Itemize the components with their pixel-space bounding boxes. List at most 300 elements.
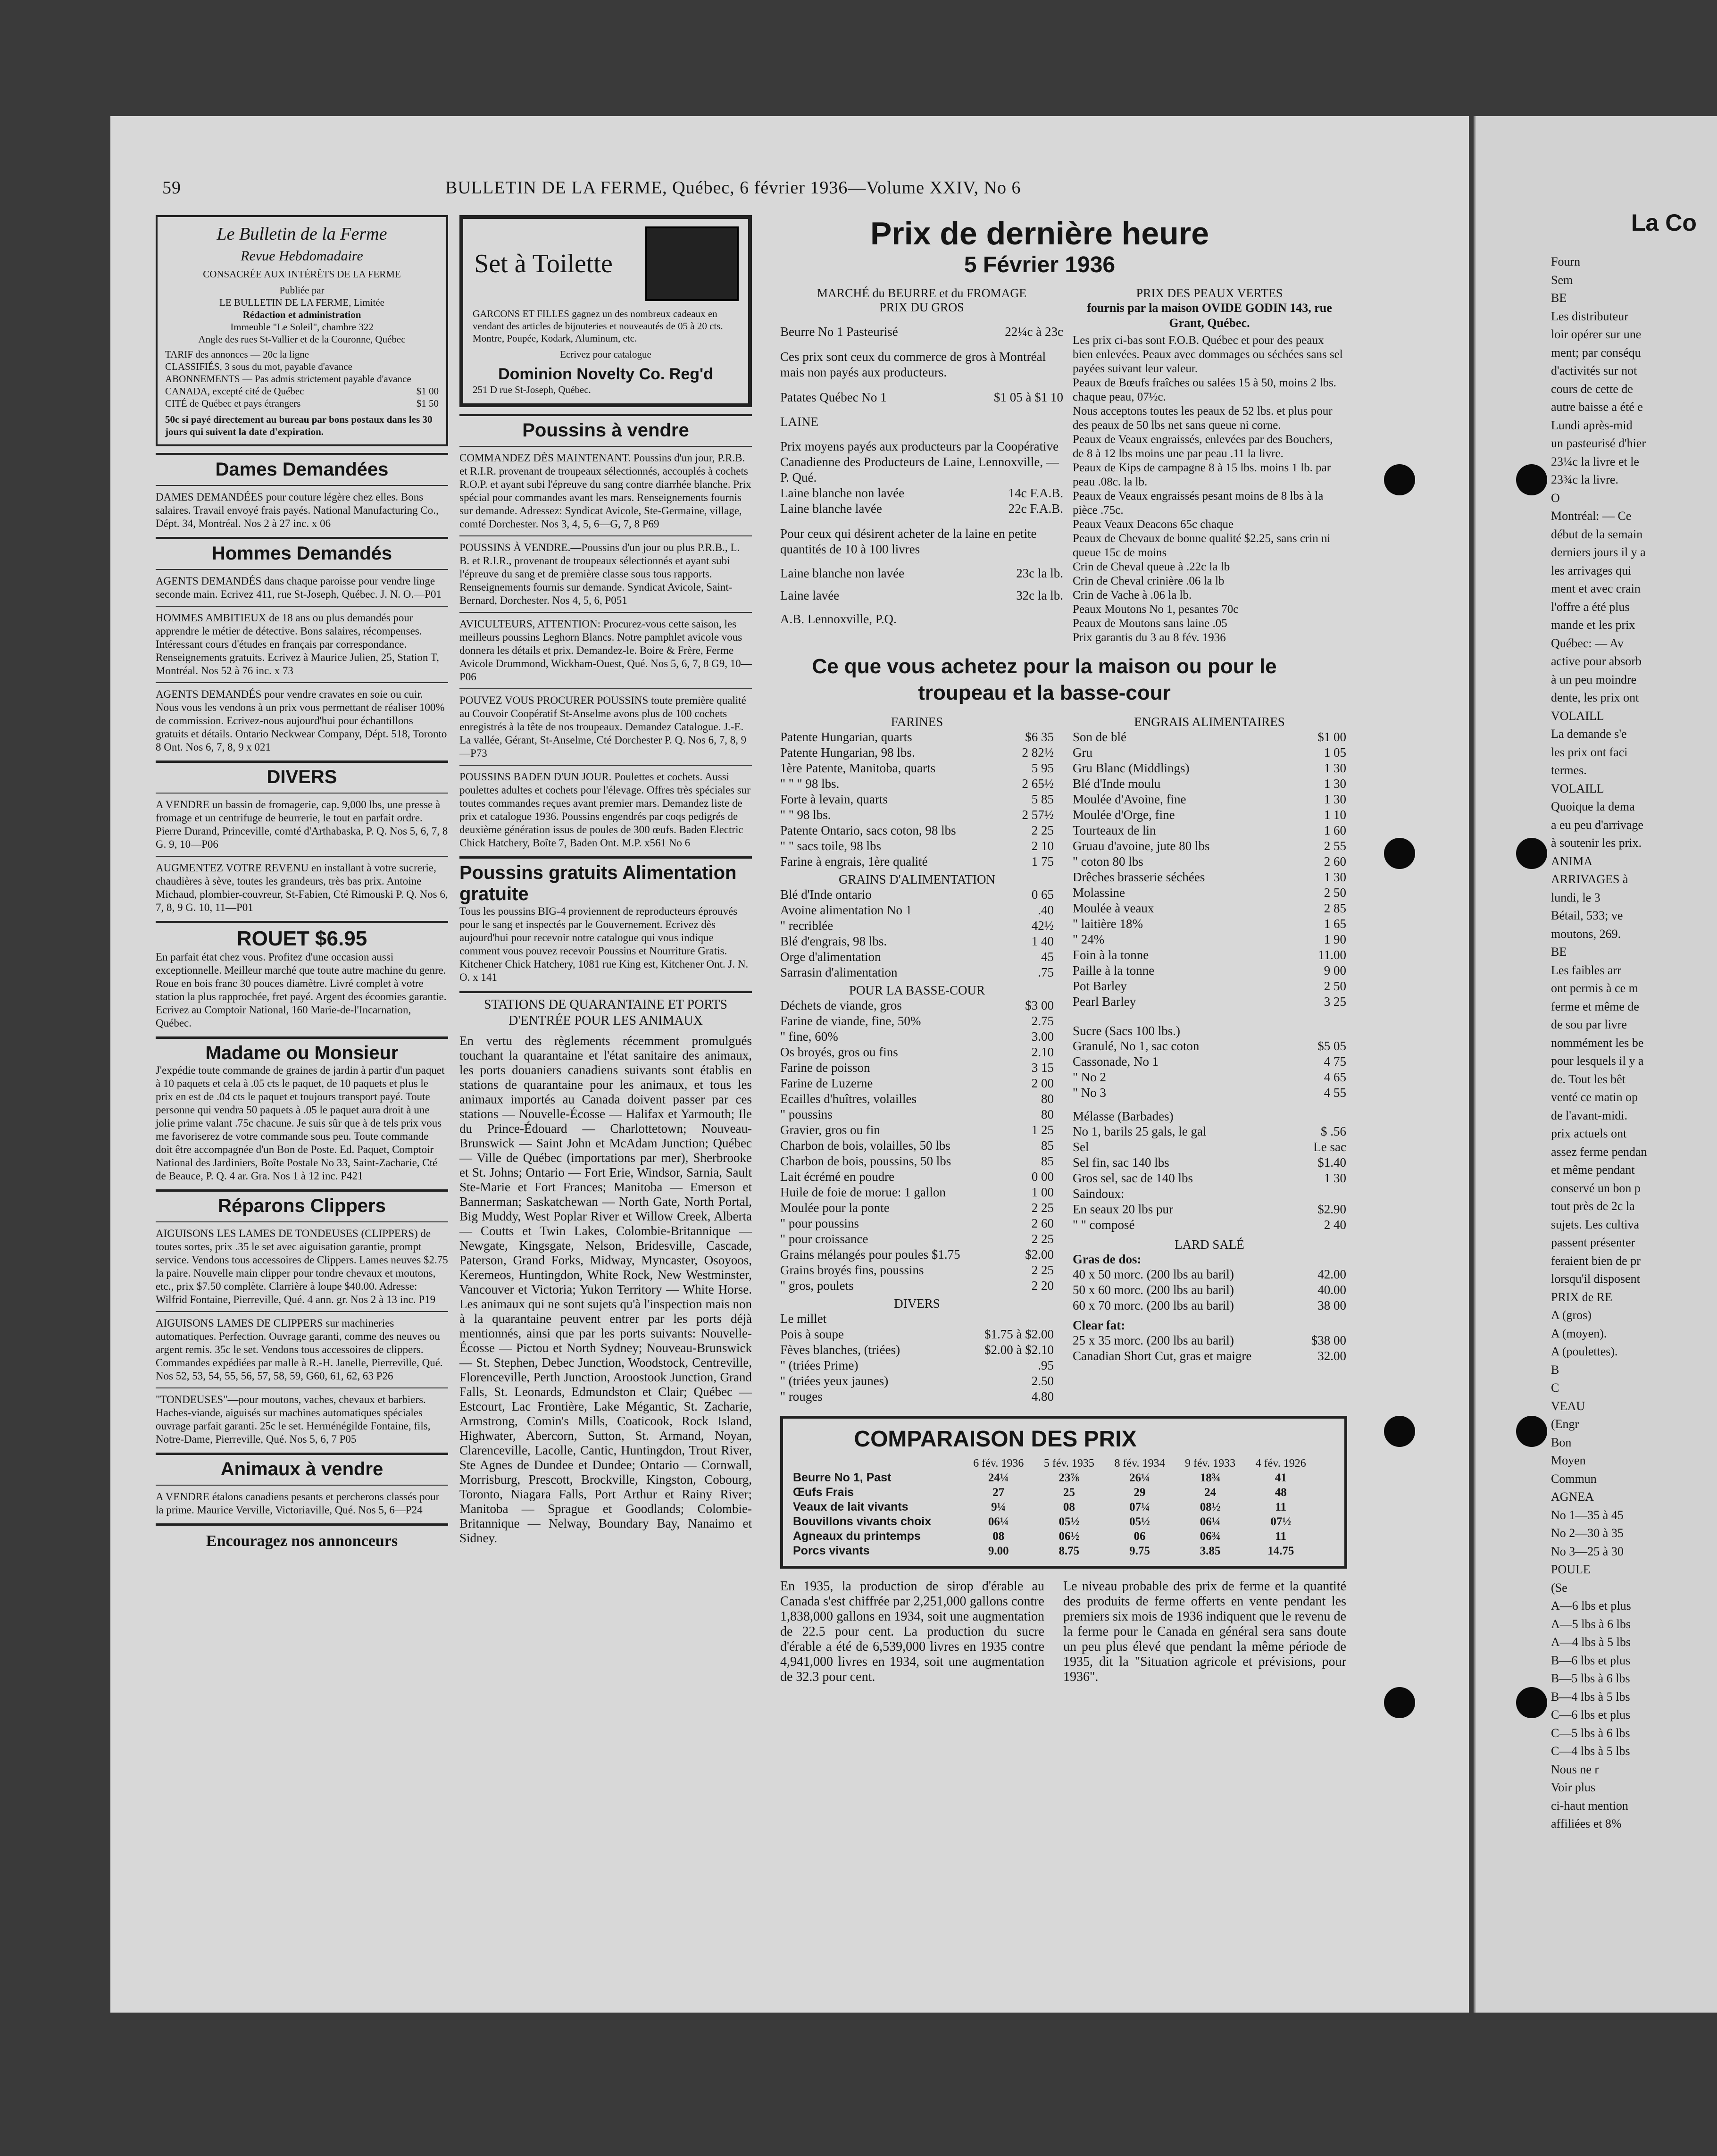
comparaison-cell: 24¼ xyxy=(988,1471,1009,1484)
adjacent-page-line: dente, les prix ont xyxy=(1551,691,1639,704)
adjacent-page-line: C—6 lbs et plus xyxy=(1551,1708,1631,1721)
price-row xyxy=(780,934,1054,949)
price-item: " gros, poulets xyxy=(780,1279,854,1293)
price-row xyxy=(780,998,1054,1013)
adjacent-page-line: C xyxy=(1551,1381,1559,1395)
comparaison-row-label: Agneaux du printemps xyxy=(793,1529,921,1543)
adjacent-page-line: La demande s'e xyxy=(1551,727,1627,741)
price-row xyxy=(780,1060,1054,1076)
masthead-title: Le Bulletin de la Ferme xyxy=(217,224,387,244)
price-row xyxy=(1073,885,1346,901)
price-item: Tourteaux de lin xyxy=(1073,823,1156,837)
ad-text: DAMES DEMANDÉES pour couture légère chez elles. Bons salaires. Travail envoyé frais payés. National Manufacturing Co., Dépt. 34, Montréal. Nos 2 à 27 inc. x 06 xyxy=(156,491,439,529)
adjacent-page-line: les arrivages qui xyxy=(1551,563,1632,577)
price-item: Gru Blanc (Middlings) xyxy=(1073,761,1190,775)
price-row xyxy=(780,1122,1054,1138)
comparaison-row-label: Beurre No 1, Past xyxy=(793,1471,892,1484)
adjacent-page-line: à soutenir les prix. xyxy=(1551,836,1642,850)
stations-title: STATIONS DE QUARANTAINE ET PORTS D'ENTRÉE POUR LES ANIMAUX xyxy=(484,997,727,1028)
adjacent-page-line: active pour absorb xyxy=(1551,654,1642,668)
price-row xyxy=(780,1216,1054,1231)
column-classifieds-2 xyxy=(459,215,752,1546)
comparaison-cell: 08 xyxy=(992,1529,1005,1543)
peaux-line: Peaux de Moutons sans laine .05 xyxy=(1073,617,1227,630)
price-value xyxy=(1285,1186,1346,1202)
adjacent-page-line: Les distributeur xyxy=(1551,309,1628,323)
price-item: " " " 98 lbs. xyxy=(780,777,840,791)
prices-title: Prix de dernière heure xyxy=(870,216,1209,251)
price-item: 40 x 50 morc. (200 lbs au baril) xyxy=(1073,1267,1234,1281)
adjacent-page-line: A—5 lbs à 6 lbs xyxy=(1551,1617,1631,1631)
price-item: " " 98 lbs. xyxy=(780,808,831,822)
price-item: Moulée à veaux xyxy=(1073,901,1154,915)
grains-heading: GRAINS D'ALIMENTATION xyxy=(839,872,995,886)
price-row xyxy=(780,745,1054,760)
peaux-line: Prix garantis du 3 au 8 fév. 1936 xyxy=(1073,631,1226,644)
adjacent-page-line: O xyxy=(1551,491,1560,505)
price-row xyxy=(1073,994,1346,1010)
adjacent-page-line: Québec: — Av xyxy=(1551,636,1624,650)
adjacent-page-line: de. Tout les bêt xyxy=(1551,1072,1626,1086)
adjacent-page-line: BE xyxy=(1551,291,1567,305)
price-row xyxy=(1073,1333,1346,1348)
price-row xyxy=(1073,1124,1346,1139)
price-value: 2 25 xyxy=(1031,823,1054,837)
price-value: 40.00 xyxy=(1317,1283,1346,1297)
price-value: 1 30 xyxy=(1324,761,1346,775)
price-value: 1 40 xyxy=(1031,934,1054,948)
price-value: $5 05 xyxy=(1317,1039,1346,1053)
ad-text: En parfait état chez vous. Profitez d'une occasion aussi exceptionnelle. Meilleur marché que toute autre machine du genre. Roue en bois franc 30 pouces diamètre. Livré complet à votre station la plus rapprochée, fret payé. Argent des écoomies garantie. Ecrivez au Comptoir National, 160 Marie-de-l'Incarnation, Québec. xyxy=(156,951,447,1029)
price-item: Charbon de bois, poussins, 50 lbs xyxy=(780,1154,951,1168)
price-value: 1 10 xyxy=(1324,808,1346,822)
engrais-list xyxy=(1073,729,1346,1010)
price-item: Molassine xyxy=(1073,886,1125,900)
toilette-text: GARCONS ET FILLES gagnez un des nombreux cadeaux en vendant des articles de bijouteries et nouveautés de 05 à 20 cts. Montre, Poupée, Kodark, Aluminum, etc. xyxy=(473,308,723,344)
price-row xyxy=(1073,792,1346,807)
price-item: " rouges xyxy=(780,1389,823,1404)
adjacent-page-line: nommément les be xyxy=(1551,1036,1644,1050)
adjacent-page-line: A—4 lbs à 5 lbs xyxy=(1551,1635,1631,1649)
price-item: 25 x 35 morc. (200 lbs au baril) xyxy=(1073,1333,1234,1347)
sucre-heading: Sucre (Sacs 100 lbs.) xyxy=(1073,1024,1180,1038)
binder-hole xyxy=(1516,838,1547,869)
price-row xyxy=(780,1091,1054,1107)
toilette-company: Dominion Novelty Co. Reg'd xyxy=(498,365,713,383)
price-value: $2.90 xyxy=(1317,1202,1346,1216)
price-item: Granulé, No 1, sac coton xyxy=(1073,1039,1200,1053)
price-value: 2.75 xyxy=(1031,1014,1054,1028)
price-row xyxy=(1073,1217,1346,1233)
comparaison-column-header: 5 fév. 1935 xyxy=(1043,1457,1094,1470)
comparaison-cell: 25 xyxy=(1063,1486,1075,1499)
adjacent-page-line: de sou par livre xyxy=(1551,1018,1627,1031)
price-row xyxy=(780,823,1054,838)
price-item: 50 x 60 morc. (200 lbs au baril) xyxy=(1073,1283,1234,1297)
price-value: 11.00 xyxy=(1318,948,1346,962)
price-value: 9 00 xyxy=(1324,963,1346,978)
adjacent-page-line: assez ferme pendan xyxy=(1551,1145,1647,1159)
ad-text: POUVEZ VOUS PROCURER POUSSINS toute première qualité au Couvoir Coopératif St-Anselme avons plus de 100 cochets enregistrés à la tête de nos troupeaux. Demandez Catalogue. J.-E. La vallée, Gérant, St-Anselme, Cté Dorchester P. Q. Nos 6, 7, 8, 9—P73 xyxy=(459,694,747,759)
price-value: 1 00 xyxy=(1031,1185,1054,1199)
ad-text: AIGUISONS LAMES DE CLIPPERS sur machineries automatiques. Perfection. Ouvrage garanti, comme des neuves ou argent remis. 35c le set. Vendons tous accessoires de clippers. Commandes expédiées par malle à R.-H. Janelle, Pierreville, Qué. Nos 52, 53, 54, 55, 56, 57, 58, 59, G60, 61, 62, 63 P26 xyxy=(156,1317,443,1382)
adjacent-page-line: Voir plus xyxy=(1551,1780,1596,1794)
price-item: Patente Hungarian, quarts xyxy=(780,730,912,744)
ad-text: "TONDEUSES"—pour moutons, vaches, chevaux et barbiers. Haches-viande, aiguisés sur machines automatiques spéciales ouvrage parfait garanti. 25c le set. Herménégilde Fontaine, fils, Notre-Dame, Pierreville, Qué. Nos 5, 6, 7 P05 xyxy=(156,1394,431,1445)
section-title-hommes: Hommes Demandés xyxy=(211,543,392,564)
price-row xyxy=(1073,1139,1346,1155)
comparaison-cell: 41 xyxy=(1275,1471,1287,1484)
price-value: 1 05 xyxy=(1324,745,1346,760)
price-row xyxy=(780,1169,1054,1185)
price-item: " No 3 xyxy=(1073,1086,1107,1100)
binder-hole xyxy=(1516,1416,1547,1447)
ad-text: Tous les poussins BIG-4 proviennent de reproducteurs éprouvés pour le sang et inspectés par le Gouvernement. Ecrivez dès aujourd'hui pour recevoir notre catalogue qui vous indique comment vous pouvez recevoir Poussins et Nourriture Gratis. Kitchener Chick Hatchery, 1081 rue King est, Kitchener Ont. J. N. O. x 141 xyxy=(459,905,749,983)
adjacent-page-line: Commun xyxy=(1551,1471,1597,1486)
prices-date: 5 Février 1936 xyxy=(964,252,1116,277)
price-row: Laine lavée 32c la lb. xyxy=(780,588,1063,602)
price-row xyxy=(1073,1070,1346,1085)
price-value: 5 95 xyxy=(1031,761,1054,775)
lard-list xyxy=(1073,1267,1346,1313)
price-item: Gros sel, sac de 140 lbs xyxy=(1073,1171,1193,1185)
ad-text: COMMANDEZ DÈS MAINTENANT. Poussins d'un jour, P.R.B. et R.I.R. provenant de troupeaux sélectionnés, accouplés à cochets R.O.P. et ayant subi l'épreuve du sang contre diarrhée blanche. Prix spécial pour commandes avant les mars. Renseignements fournis sur demande. Adressez: Syndicat Avicole, Ste-Germaine, village, comté Dorchester. Nos 3, 4, 5, 6—G, 7, 8 P69 xyxy=(459,452,751,530)
price-item: Avoine alimentation No 1 xyxy=(780,903,912,917)
adjacent-page-line: Sem xyxy=(1551,273,1573,287)
section-title-gratuits: Poussins gratuits Alimentation gratuite xyxy=(459,862,737,904)
price-value: 2 50 xyxy=(1324,979,1346,993)
price-row xyxy=(780,807,1054,823)
price-item: Drêches brasserie séchées xyxy=(1073,870,1205,884)
adjacent-page-line: ment; par conséqu xyxy=(1551,345,1641,359)
adjacent-page-line: d'activités sur not xyxy=(1551,364,1637,377)
price-row xyxy=(780,903,1054,918)
comparaison-row xyxy=(792,1471,1316,1485)
price-value: 32.00 xyxy=(1317,1349,1346,1363)
price-item: Huile de foie de morue: 1 gallon xyxy=(780,1185,946,1199)
price-row: Laine blanche lavée 22c F.A.B. xyxy=(780,501,1063,516)
adjacent-page-line: passent présenter xyxy=(1551,1236,1635,1249)
adjacent-page-line: Montréal: — Ce xyxy=(1551,509,1632,523)
price-item: Farine à engrais, 1ère qualité xyxy=(780,854,928,869)
adjacent-page-line: C—5 lbs à 6 lbs xyxy=(1551,1726,1630,1740)
laine-note: Prix moyens payés aux producteurs par la Coopérative Canadienne des Producteurs de Laine, Lennoxville, — P. Qué. xyxy=(780,439,1059,485)
price-value: 42.00 xyxy=(1317,1267,1346,1281)
masthead-subtitle: Revue Hebdomadaire xyxy=(241,248,363,264)
lard-dos: Gras de dos: xyxy=(1073,1252,1142,1266)
price-value: 2 50 xyxy=(1324,886,1346,900)
binder-hole xyxy=(1516,1687,1547,1718)
price-row xyxy=(1073,1038,1346,1054)
price-value: .75 xyxy=(1038,965,1054,979)
price-row xyxy=(780,1107,1054,1122)
ad-text: AVICULTEURS, ATTENTION: Procurez-vous cette saison, les meilleurs poussins Leghorn Blancs. Notre pamphlet avicole vous donnera les détails et prix. Demandez-le. Boire & Frère, Ferme Avicole Drummond, Wickham-Ouest, Qué. Nos 5, 6, 7, 8 G9, 10—P06 xyxy=(459,618,752,683)
comparaison-cell: 07½ xyxy=(1270,1515,1292,1528)
price-row xyxy=(1073,901,1346,916)
peaux-block xyxy=(1073,286,1346,645)
price-row xyxy=(780,1138,1054,1153)
comparaison-cell: 06¼ xyxy=(988,1515,1009,1528)
comparaison-row xyxy=(792,1544,1316,1558)
ad-text: A VENDRE un bassin de fromagerie, cap. 9,000 lbs, une presse à fromage et un centrifuge de beurrerie, le tout en parfait ordre. Pierre Durand, Princeville, comté d'Arthabaska, P. Q. Nos 5, 6, 7, 8 G. 9, 10—P06 xyxy=(156,799,448,850)
adjacent-page-line: ment et avec crain xyxy=(1551,582,1641,595)
section-title-rouet: ROUET $6.95 xyxy=(236,927,367,950)
price-row xyxy=(780,1153,1054,1169)
price-row xyxy=(780,1342,1054,1358)
price-value: 1 90 xyxy=(1324,932,1346,946)
price-value: 2 40 xyxy=(1324,1218,1346,1232)
masthead-line: LE BULLETIN DE LA FERME, Limitée xyxy=(219,297,384,308)
adjacent-page-line: autre baisse a été e xyxy=(1551,400,1643,414)
ad-text: J'expédie toute commande de graines de jardin à partir d'un paquet à 10 paquets et cela à .05 cts le paquet, de 10 paquets et plus le prix en est de .04 cts le paquet et toujours transport payé. Toute personne qui vendra 50 paquets à .05 le paquet aura droit à une jolie prime valant .75c chacune. Je suis sûr que à de tels prix vous me favoriserez de votre commande sous peu. Toute commande doit être accompagnée d'un Bon de Poste. Ed. Paquet, Comptoir National des Jardiniers, Boîte Postale No 33, Saint-Zacharie, Cté de Beauce, P. Q. 4 ar. Gra. Nos 1 à 12 inc. P421 xyxy=(156,1064,445,1182)
price-value: 3.00 xyxy=(1031,1029,1054,1044)
price-item: Orge d'alimentation xyxy=(780,950,881,964)
price-item: Ecailles d'huîtres, volailles xyxy=(780,1092,917,1106)
price-item: Blé d'engrais, 98 lbs. xyxy=(780,934,887,948)
comparaison-box xyxy=(780,1416,1347,1569)
section-title-divers: DIVERS xyxy=(267,767,337,787)
price-item: Déchets de viande, gros xyxy=(780,998,902,1012)
laine-heading: LAINE xyxy=(780,415,818,429)
price-row xyxy=(780,949,1054,965)
comparaison-cell: 3.85 xyxy=(1200,1544,1221,1557)
price-item: Sel fin, sac 140 lbs xyxy=(1073,1155,1169,1170)
price-item: " (triées Prime) xyxy=(780,1358,858,1372)
comparaison-row xyxy=(792,1529,1316,1544)
price-row xyxy=(780,1200,1054,1216)
price-value: Le sac xyxy=(1313,1140,1346,1154)
price-row xyxy=(1073,963,1346,978)
ad-text: AUGMENTEZ VOTRE REVENU en installant à votre sucrerie, chaudières à sève, toutes les grandeurs, très bas prix. Antoine Michaud, plombier-couvreur, St-Fabien, Cté Rimouski P. Q. Nos 6, 7, 8, 9 G. 10, 11—P01 xyxy=(156,862,448,913)
comparaison-cell: 9.75 xyxy=(1129,1544,1150,1557)
comparaison-cell: 06½ xyxy=(1059,1529,1080,1543)
adjacent-page-line: ARRIVAGES à xyxy=(1551,872,1628,886)
comparaison-cell: 18¾ xyxy=(1200,1471,1221,1484)
price-value: 2 25 xyxy=(1031,1201,1054,1215)
peaux-line: Peaux de Veaux engraissés, enlevées par des Bouchers, de 8 à 12 lbs moins une par peau .11 la livre. xyxy=(1073,433,1333,460)
adjacent-page-line: B—4 lbs à 5 lbs xyxy=(1551,1689,1630,1704)
price-value: 3 25 xyxy=(1324,994,1346,1009)
price-item: 60 x 70 morc. (200 lbs au baril) xyxy=(1073,1298,1234,1312)
toilette-ask: Ecrivez pour catalogue xyxy=(560,349,651,360)
price-value: 38 00 xyxy=(1317,1298,1346,1312)
price-item: Blé d'Inde moulu xyxy=(1073,777,1161,791)
price-row xyxy=(780,1389,1054,1404)
peaux-line: Crin de Cheval queue à .22c la lb xyxy=(1073,560,1230,573)
grains-list xyxy=(780,887,1054,980)
price-row xyxy=(780,965,1054,980)
adjacent-page-line: feraient bien de pr xyxy=(1551,1253,1641,1268)
price-row xyxy=(780,1231,1054,1247)
price-value: 0 00 xyxy=(1031,1170,1054,1184)
comparaison-cell: 24 xyxy=(1204,1486,1217,1499)
peaux-line: Peaux de Bœufs fraîches ou salées 15 à 50, moins 2 lbs. chaque peau, 07½c. xyxy=(1073,376,1336,403)
price-row xyxy=(780,1076,1054,1091)
price-row xyxy=(1073,1155,1346,1170)
price-row: Patates Québec No 1 $1 05 à $1 10 xyxy=(780,390,1063,404)
price-item: Sarrasin d'alimentation xyxy=(780,965,898,979)
price-item: Forte à levain, quarts xyxy=(780,792,888,806)
price-value: 85 xyxy=(1041,1154,1054,1168)
adjacent-page-line: un pasteurisé d'hier xyxy=(1551,436,1646,450)
price-item: " recriblée xyxy=(780,919,833,933)
adjacent-page-line: (Se xyxy=(1551,1580,1567,1595)
price-item: Lait écrémé en poudre xyxy=(780,1170,895,1184)
price-row: Laine blanche non lavée 23c la lb. xyxy=(780,566,1063,580)
price-row xyxy=(780,729,1054,745)
price-value: 3 15 xyxy=(1031,1061,1054,1075)
adjacent-page-line: Bon xyxy=(1551,1435,1572,1449)
price-item: Foin à la tonne xyxy=(1073,948,1149,962)
price-value: 5 85 xyxy=(1031,792,1054,806)
price-item: Saindoux: xyxy=(1073,1187,1125,1201)
price-value: 2 00 xyxy=(1031,1076,1054,1090)
price-item: Patente Ontario, sacs coton, 98 lbs xyxy=(780,823,956,837)
masthead-line: ABONNEMENTS — Pas admis strictement payable d'avance xyxy=(165,373,411,384)
achetez-title: Ce que vous achetez pour la maison ou pour le troupeau et la basse-cour xyxy=(812,655,1277,704)
price-value: 2 25 xyxy=(1031,1232,1054,1246)
price-value: 2 60 xyxy=(1324,854,1346,869)
price-row: Laine blanche non lavée 14c F.A.B. xyxy=(780,486,1063,500)
peaux-line: Peaux de Chevaux de bonne qualité $2.25, sans crin ni queue 15c de moins xyxy=(1073,532,1331,559)
adjacent-page-line: Moyen xyxy=(1551,1454,1586,1467)
masthead-line: Angle des rues St-Vallier et de la Couronne, Québec xyxy=(198,334,406,345)
price-item: Gru xyxy=(1073,745,1092,760)
adjacent-page-text xyxy=(1551,253,1716,1833)
clear-fat: Clear fat: xyxy=(1073,1318,1125,1332)
adjacent-page-line: POULE xyxy=(1551,1563,1591,1576)
section-title-dames: Dames Demandées xyxy=(215,459,389,480)
comparaison-row xyxy=(792,1485,1316,1500)
adjacent-page-line: C—4 lbs à 5 lbs xyxy=(1551,1744,1630,1758)
price-value: 1 65 xyxy=(1324,917,1346,931)
adjacent-page-line: a eu peu d'arrivage xyxy=(1551,818,1643,832)
comparaison-cell: 9¼ xyxy=(991,1500,1006,1513)
section-title-poussins: Poussins à vendre xyxy=(522,420,689,441)
comparaison-cell: 07¼ xyxy=(1129,1500,1150,1513)
left-price-lists xyxy=(780,715,1054,1404)
masthead-line: Publiée par xyxy=(279,284,325,296)
price-value: $1.75 à $2.00 xyxy=(984,1327,1054,1341)
price-item: Paille à la tonne xyxy=(1073,963,1155,978)
price-row xyxy=(780,776,1054,792)
adjacent-page-line: ci-haut mention xyxy=(1551,1798,1628,1813)
adjacent-page-line: termes. xyxy=(1551,763,1587,777)
price-item: En seaux 20 lbs pur xyxy=(1073,1202,1173,1216)
adjacent-page-line: l'offre a été plus xyxy=(1551,600,1630,614)
price-value: 1 30 xyxy=(1324,792,1346,806)
right-price-lists xyxy=(1073,715,1346,1404)
divers-heading: DIVERS xyxy=(894,1296,940,1311)
peaux-list xyxy=(1073,334,1346,645)
adjacent-page-line: les prix ont faci xyxy=(1551,745,1628,759)
adjacent-page-line: et même pendant xyxy=(1551,1163,1635,1177)
comparaison-cell: 11 xyxy=(1275,1529,1286,1543)
comparaison-cell: 23⅞ xyxy=(1059,1471,1080,1484)
comparaison-column-header: 8 fév. 1934 xyxy=(1114,1457,1165,1470)
price-row xyxy=(1073,978,1346,994)
clear-list xyxy=(1073,1333,1346,1364)
adjacent-page-line: mande et les prix xyxy=(1551,618,1635,632)
ad-text: AGENTS DEMANDÉS pour vendre cravates en soie ou cuir. Nous vous les vendons à un prix vous permettant de réaliser 100% de commission. Ecrivez-nous aujourd'hui pour échantillons gratuits et détails. Ontario Neckwear Company, Dépt. 518, Toronto 8 Ont. Nos 6, 7, 8, 9 x 021 xyxy=(156,688,447,753)
price-item: Son de blé xyxy=(1073,730,1126,744)
peaux-heading: PRIX DES PEAUX VERTES xyxy=(1136,286,1283,300)
adjacent-page-line: ferme et même de xyxy=(1551,999,1639,1013)
bassecour-heading: POUR LA BASSE-COUR xyxy=(849,983,985,997)
comparaison-column-header: 9 fév. 1933 xyxy=(1185,1457,1236,1470)
price-item: " 24% xyxy=(1073,932,1105,946)
footer-slogan: Encouragez nos annonceurs xyxy=(206,1532,398,1550)
section-title-animaux: Animaux à vendre xyxy=(220,1459,383,1479)
comparaison-title: COMPARAISON DES PRIX xyxy=(854,1427,1137,1452)
adjacent-page-line: Bétail, 533; ve xyxy=(1551,909,1623,922)
masthead-line: Immeuble "Le Soleil", chambre 322 xyxy=(230,321,374,333)
price-row xyxy=(1073,729,1346,745)
price-item: Pot Barley xyxy=(1073,979,1127,993)
peaux-line: Peaux Moutons No 1, pesantes 70c xyxy=(1073,603,1239,616)
adjacent-page-line: A (poulettes). xyxy=(1551,1345,1618,1358)
comparaison-cell: 29 xyxy=(1134,1486,1146,1499)
price-item: Pearl Barley xyxy=(1073,994,1136,1009)
masthead-line: TARIF des annonces — 20c la ligne xyxy=(165,349,309,360)
price-value: $6 35 xyxy=(1025,730,1054,744)
adjacent-page-line: tout près de 2c la xyxy=(1551,1199,1635,1213)
price-row xyxy=(1073,745,1346,760)
price-value: 2 65½ xyxy=(1022,777,1054,791)
comparaison-cell: 11 xyxy=(1275,1500,1286,1513)
price-row xyxy=(780,1013,1054,1029)
price-value: 80 xyxy=(1041,1107,1054,1121)
adjacent-page-line: 23¾c la livre. xyxy=(1551,473,1618,486)
ad-text: POUSSINS À VENDRE.—Poussins d'un jour ou plus P.R.B., L. B. et R.I.R., provenant de troupeaux sélectionnés et ayant subi l'épreuve du sang et de première classe sous tous rapports. Renseignements fournis sur demande. Syndicat Avicole, Saint-Bernard, Dorchester. Nos 4, 5, 6, P051 xyxy=(459,542,740,606)
price-item: Blé d'Inde ontario xyxy=(780,887,872,902)
price-value: 1 30 xyxy=(1324,870,1346,884)
sucre-list xyxy=(1073,1038,1346,1101)
price-item: Patente Hungarian, 98 lbs. xyxy=(780,745,915,760)
comparaison-row-label: Porcs vivants xyxy=(793,1544,870,1557)
adjacent-page-line: AGNEA xyxy=(1551,1490,1594,1504)
adjacent-page-line: lorsqu'il disposent xyxy=(1551,1272,1640,1286)
adjacent-page-line: de l'avant-midi. xyxy=(1551,1108,1628,1122)
comparaison-cell: 05½ xyxy=(1129,1515,1150,1528)
price-row xyxy=(780,1327,1054,1342)
price-value: 4 65 xyxy=(1324,1070,1346,1084)
price-value: 2.10 xyxy=(1031,1045,1054,1059)
beurre-block xyxy=(780,286,1063,645)
price-row xyxy=(780,792,1054,807)
price-item: Moulée d'Orge, fine xyxy=(1073,808,1175,822)
bassecour-list xyxy=(780,998,1054,1294)
price-value: 45 xyxy=(1041,950,1054,964)
ad-text: AIGUISONS LES LAMES DE TONDEUSES (CLIPPERS) de toutes sortes, prix .35 le set avec aiguisation garantie, prompt service. Vendons tous accessoires de Clippers. Lames neuves $2.75 la paire. Nouvelle main clipper pour tondre chevaux et moutons, etc., prix $7.50 complète. Clarrière à loupe $40.00. Adresse: Wilfrid Fontaine, Pierreville, Qué. 4 ann. gr. Nos 2 à 13 inc. P19 xyxy=(156,1228,448,1305)
adjacent-page-line: pour lesquels il y a xyxy=(1551,1054,1644,1068)
price-value: $3 00 xyxy=(1025,998,1054,1012)
comparaison-cell: 06 xyxy=(1134,1529,1146,1543)
comparaison-row-label: Œufs Frais xyxy=(793,1486,854,1499)
section-title-clippers: Réparons Clippers xyxy=(218,1195,386,1216)
adjacent-page-line: moutons, 269. xyxy=(1551,927,1621,941)
adjacent-page-line: début de la semain xyxy=(1551,527,1643,541)
comparaison-cell: 06¾ xyxy=(1200,1529,1221,1543)
price-value: 2 60 xyxy=(1031,1216,1054,1230)
price-value: 2 25 xyxy=(1031,1263,1054,1277)
price-value: 2 82½ xyxy=(1022,745,1054,760)
peaux-line: Nous acceptons toutes les peaux de 52 lbs. et plus pour des peaux de 50 lbs net sans queue ni corne. xyxy=(1073,405,1333,432)
price-row xyxy=(1073,1348,1346,1364)
engrais-heading: ENGRAIS ALIMENTAIRES xyxy=(1134,715,1285,729)
adjacent-page-line: sujets. Les cultiva xyxy=(1551,1217,1640,1231)
adjacent-page-line: PRIX de RE xyxy=(1551,1290,1612,1304)
